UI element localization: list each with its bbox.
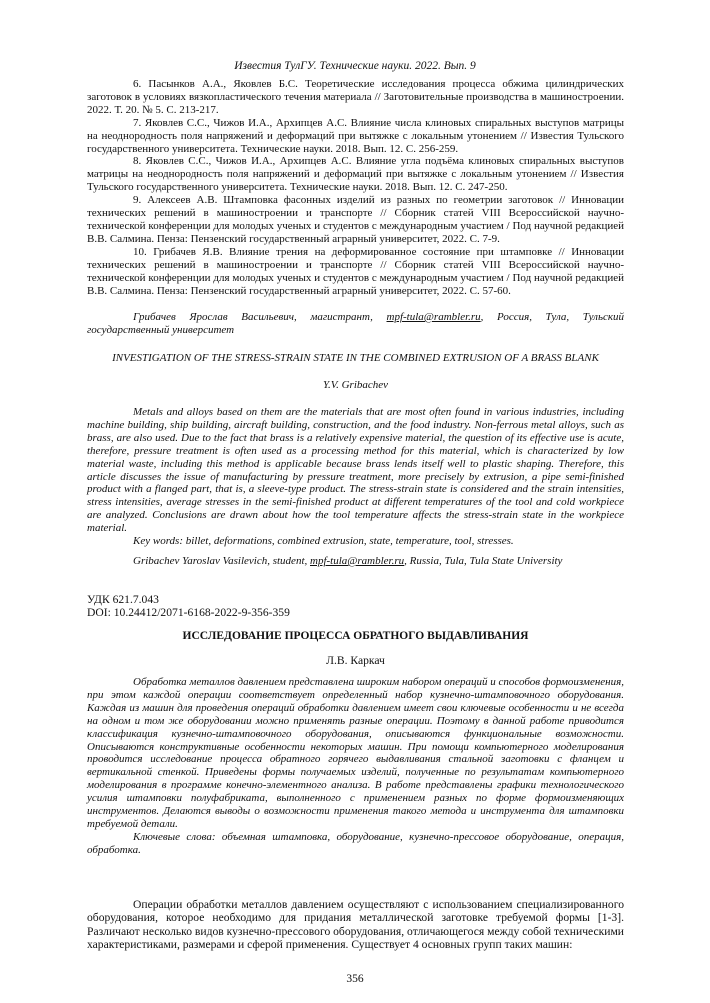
english-abstract	[87, 406, 624, 548]
author-en-email[interactable]: mpf-tula@rambler.ru	[310, 555, 405, 567]
page-number: 356	[346, 973, 364, 985]
russian-keywords: Ключевые слова: объемная штамповка, оборудование, кузнечно-прессовое оборудование, операция, обработка.	[87, 830, 624, 856]
author-en-affiliation: , Russia, Tula, Tula State University	[404, 555, 563, 567]
udk-code: УДК 621.7.043	[87, 593, 159, 606]
running-header: Известия ТулГУ. Технические науки. 2022. Вып. 9	[234, 60, 476, 72]
english-title: INVESTIGATION OF THE STRESS-STRAIN STATE IN THE COMBINED EXTRUSION OF A BRASS BLANK	[112, 352, 599, 364]
reference-item: 7. Яковлев С.С., Чижов И.А., Архипцев А.С. Влияние числа клиновых спиральных выступов матрицы на неоднородность поля напряжений и деформаций при вытяжке с локальным утонением // Известия Тульского государственного университета. Технические науки. 2018. Вып. 12. С. 256-259.	[87, 116, 624, 155]
article-body	[87, 898, 624, 952]
author-ru-affiliation: , Россия, Тула, Тульский государственный университет	[87, 311, 625, 336]
russian-abstract	[87, 676, 624, 857]
reference-item: 10. Грибачев Я.В. Влияние трения на деформированное состояние при штамповке // Инновации технических решений в машиностроении и транспорте // Сборник статей VIII Всероссийской научно-технической конференции для молодых ученых и студентов с международным участием / Под научной редакцией В.В. Салмина. Пенза: Пензенский государственный аграрный университет, 2022. С. 57-60.	[87, 245, 624, 297]
doi-code: DOI: 10.24412/2071-6168-2022-9-356-359	[87, 606, 290, 619]
author-info-en	[87, 555, 624, 568]
reference-item: 8. Яковлев С.С., Чижов И.А., Архипцев А.С. Влияние угла подъёма клиновых спиральных выступов матрицы на неоднородность поля напряжений и деформаций при вытяжке с локальным утонением // Известия Тульского государственного университета. Технические науки. 2018. Вып. 12. С. 247-250.	[87, 155, 624, 194]
author-ru-text: Грибачев Ярослав Васильевич, магистрант,	[133, 311, 387, 323]
english-author: Y.V. Gribachev	[322, 379, 389, 391]
article-title: ИССЛЕДОВАНИЕ ПРОЦЕССА ОБРАТНОГО ВЫДАВЛИВАНИЯ	[182, 630, 529, 642]
body-paragraph: Операции обработки металлов давлением осуществляют с использованием специализированного оборудования, которое необходимо для придания металлической заготовке требуемой формы [1-3]. Различают несколько видов кузнечно-прессового оборудования, отличающегося между собой техническими характеристиками, размерами и сферой применения. Существует 4 основных групп таких машин:	[87, 898, 624, 952]
article-author: Л.В. Каркач	[326, 654, 385, 667]
reference-list	[87, 78, 624, 297]
english-abstract-text: Metals and alloys based on them are the materials that are most often found in various industries, including machine building, ship building, aircraft building, construction, and the food industry. Non-ferrous metal alloys, such as brass, are also used. Due to the fact that brass is a relatively expensive material, the question of its effective use is acute, therefore, pressure treatment is often used as a processing method for this material, which is characterized by low material waste, including this method is applicable because brass lends itself well to plastic shaping. Therefore, this article discusses the issue of manufacturing by pressure treatment, more precisely by extrusion, a pipe semi-finished product with a flanged part, that is, a sleeve-type product. The stress-strain state is considered and the strain intensities, stress intensities, average stresses in the semi-finished product at different temperatures of the tool and cold workpiece are analyzed. Conclusions are drawn about how the tool temperature affects the stress-strain state in the workpiece material.	[87, 406, 624, 535]
author-en-text: Gribachev Yaroslav Vasilevich, student,	[133, 555, 310, 567]
reference-item: 6. Пасынков А.А., Яковлев Б.С. Теоретические исследования процесса обжима цилиндрических заготовок в условиях вязкопластического течения материала // Заготовительные производства в машиностроении. 2022. Т. 20. № 5. С. 213-217.	[87, 78, 624, 116]
author-ru-email[interactable]: mpf-tula@rambler.ru	[386, 311, 481, 323]
russian-abstract-text: Обработка металлов давлением представлена широким набором операций и способов формоизменения, при этом каждой операции соответствует определенный набор кузнечно-штамповочного оборудования. Каждая из машин для проведения операций обработки давлением имеет свои ключевые особенности и не всегда на одном и том же оборудовании можно применять разные операции. Поэтому в данной работе приводится классификация кузнечно-штамповочного оборудования, описываются функциональные возможности. Описываются конструктивные особенности некоторых машин. При помощи компьютерного моделирования проводится исследование процесса обратного горячего выдавливания стальной заготовки с фланцем и вертикальной стенкой. Приведены формы получаемых изделий, полученные по результатам компьютерного моделирования в программе конечно-элементного анализа. В работе представлены графики технологического усилия штамповки полуфабриката, выполненного с применением разных по форме формоизменяющих инструментов. Делаются выводы о возможности применения такого метода и инструмента для штамповки требуемой детали.	[87, 676, 624, 830]
author-info-ru	[87, 311, 624, 337]
reference-item: 9. Алексеев А.В. Штамповка фасонных изделий из разных по геометрии заготовок // Инновации технических решений в машиностроении и транспорте // Сборник статей VIII Всероссийской научно-технической конференции для молодых ученых и студентов с международным участием / Под научной редакцией В.В. Салмина. Пенза: Пензенский государственный аграрный университет, 2022. С. 7-9.	[87, 194, 624, 245]
english-keywords: Key words: billet, deformations, combined extrusion, state, temperature, tool, stresses.	[133, 535, 514, 548]
